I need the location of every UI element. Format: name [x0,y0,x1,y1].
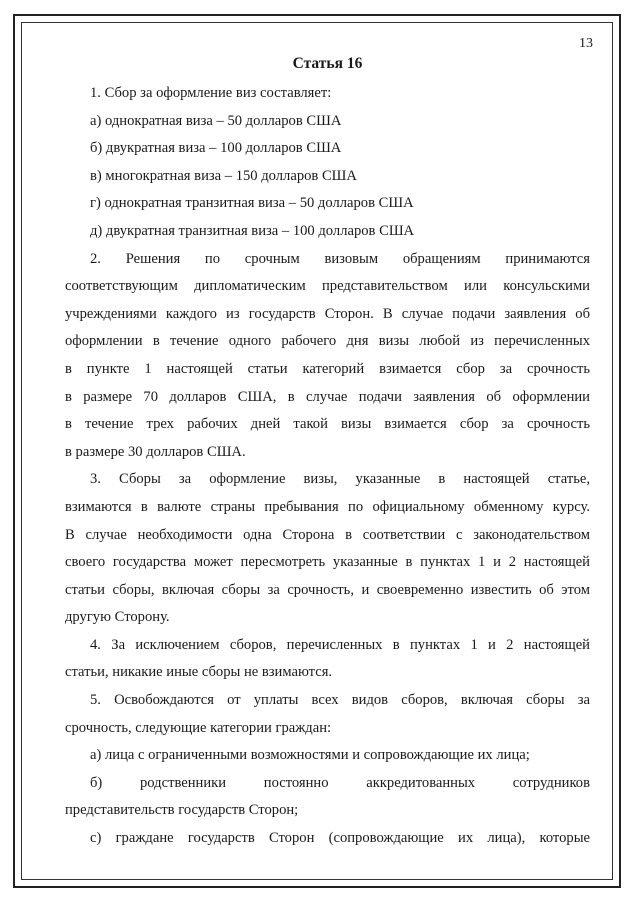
paragraph-3-line: 3. Сборы за оформление визы, указанные в настоящей статье, [90,471,590,488]
paragraph-3-line: своего государства может пересмотреть указанные в пунктах 1 и 2 настоящей [65,554,590,571]
list-item-c: в) многократная виза – 150 долларов США [90,167,357,184]
paragraph-4-line: статьи, никакие иные сборы не взимаются. [65,664,333,681]
list-item-e: д) двукратная транзитная виза – 100 долларов США [90,222,415,239]
list-item-a: а) однократная виза – 50 долларов США [90,112,342,129]
exemption-item-a: а) лица с ограниченными возможностями и сопровождающие их лица; [90,747,530,764]
list-item-d: г) однократная транзитная виза – 50 долларов США [90,195,414,212]
list-item-b: б) двукратная виза – 100 долларов США [90,140,342,157]
paragraph-4-line: 4. За исключением сборов, перечисленных в пунктах 1 и 2 настоящей [90,636,590,653]
paragraph-5-line: срочность, следующие категории граждан: [65,719,332,736]
paragraph-3-line: В случае необходимости одна Сторона в соответствии с законодательством [65,526,590,543]
paragraph-2-line: оформлении в течение одного рабочего дня визы любой из перечисленных [65,333,590,350]
exemption-item-c: с) граждане государств Сторон (сопровождающие их лица), которые [90,830,590,847]
paragraph-5-line: 5. Освобождаются от уплаты всех видов сборов, включая сборы за [90,692,590,709]
paragraph-3-line: другую Сторону. [65,609,170,626]
paragraph-2-line: в течение трех рабочих дней такой визы взимается сбор за срочность [65,416,590,433]
paragraph-2-line: 2. Решения по срочным визовым обращениям принимаются [90,250,590,267]
paragraph-3-line: статьи сборы, включая сборы за срочность, и своевременно известить об этом [65,581,590,598]
document-body [65,48,590,853]
paragraph-2-line: в пункте 1 настоящей статьи категорий взимается сбор за срочность [65,360,590,377]
paragraph-2-line: учреждениями каждого из государств Сторон. В случае подачи заявления об [65,305,590,322]
paragraph-3-line: взимаются в валюте страны пребывания по официальному обменному курсу. [65,498,590,515]
exemption-item-b: представительств государств Сторон; [65,802,299,819]
exemption-item-b: б) родственники постоянно аккредитованных сотрудников [90,774,590,791]
page-number: 13 [579,36,593,51]
article-title: Статья 16 [292,55,363,72]
paragraph-2-line: в размере 70 долларов США, в случае подачи заявления об оформлении [65,388,590,405]
paragraph-2-line: в размере 30 долларов США. [65,443,246,460]
paragraph-1-line: 1. Сбор за оформление виз составляет: [90,85,332,101]
paragraph-2-line: соответствующим дипломатическим представительством или консульскими [65,278,590,295]
